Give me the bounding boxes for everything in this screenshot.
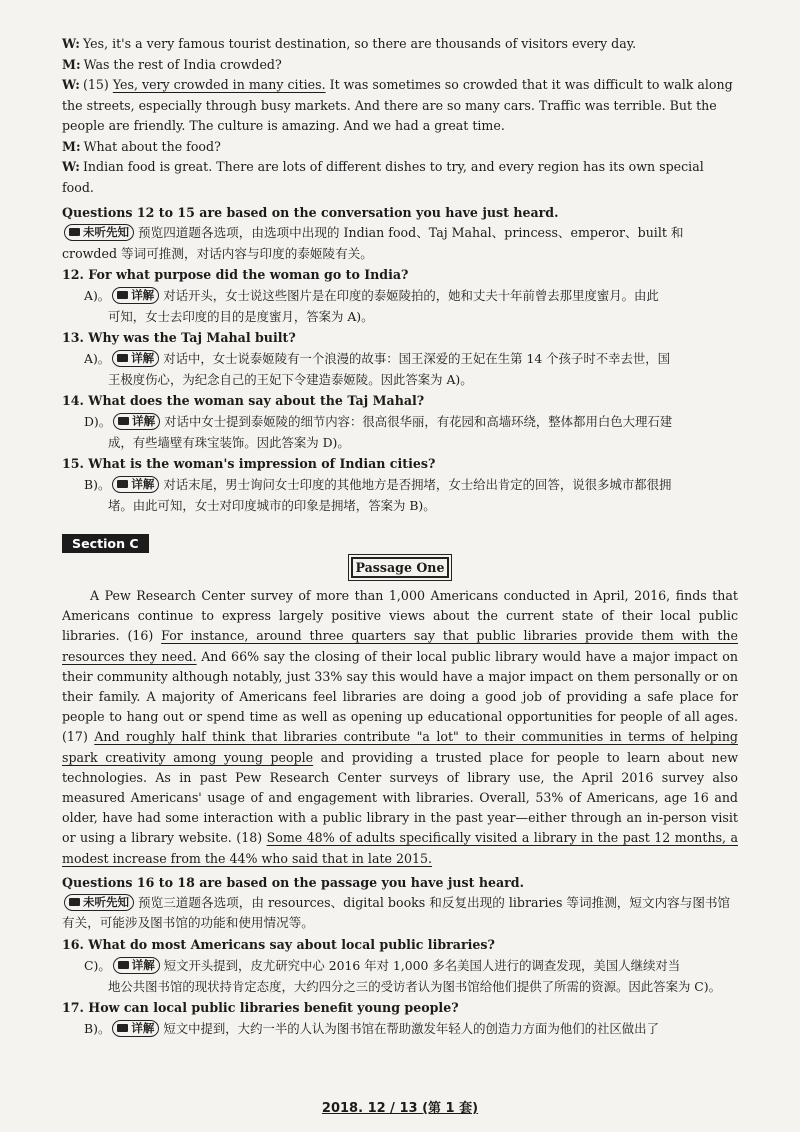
dialogue-line: M: Was the rest of India crowded? xyxy=(62,56,282,72)
answer-12: A)。 详解 对话开头，女士说这些图片是在印度的泰姬陵拍的，她和丈夫十年前曾去那里度蜜月。由此 可知，女士去印度的目的是度蜜月，答案为 A)。 xyxy=(84,288,659,324)
passage-text: A Pew Research Center survey of more than 1,000 Americans conducted in April, 2016, finds that Americans continue to express largely positive views about the current state of their local public libraries. (16) For instance, around three quarters say that public libraries provide them with the resources they need. And 66% say the closing of their local public library would have a major impact on their community although notably, just 33% say this would have a major impact on them personally or on their family. A majority of Americans feel libraries are doing a good job of providing a safe place for people to hang out or spend time as well as opening up educational opportunities for people of all ages. (17) And roughly half think that libraries contribute "a lot" to their communities in terms of helping spark creativity among young people and providing a trusted place for people to learn about new technologies. As in past Pew Research Center surveys of library use, the April 2016 survey also measured Americans' usage of and engagement with libraries. Overall, 53% of Americans, age 16 and older, have had some interaction with a public library in the past year—either through an in-person visit or using a library website. (18) Some 48% of adults specifically visited a library in the past 12 months, a modest increase from the 44% who said that in late 2015. xyxy=(62,588,738,866)
folder-icon xyxy=(69,898,80,906)
question-17: 17. How can local public libraries benefit young people? xyxy=(62,999,459,1015)
answer-16: C)。 详解 短文开头提到，皮尤研究中心 2016 年对 1,000 多名美国人进行的调查发现，美国人继续对当 地公共图书馆的现状持肯定态度，大约四分之三的受访者认为图书馆给他们提供了所需的资源。因此答案为 C)。 xyxy=(84,957,722,994)
detail-tag: 详解 xyxy=(112,350,159,367)
dialogue xyxy=(62,34,738,198)
question-13: 13. Why was the Taj Mahal built? xyxy=(62,330,296,345)
answer-13: A)。 详解 对话中，女士说泰姬陵有一个浪漫的故事：国王深爱的王妃在生第 14 个孩子时不幸去世，国 王极度伤心，为纪念自己的王妃下令建造泰姬陵。因此答案为 A)。 xyxy=(84,351,671,387)
detail-tag: 详解 xyxy=(112,1020,159,1037)
detail-tag: 详解 xyxy=(112,476,159,493)
dialogue-line: W: Indian food is great. There are lots of different dishes to try, and every region has its own special food. xyxy=(62,159,704,195)
section-label: Section C xyxy=(62,534,149,553)
dialogue-line: W: Yes, it's a very famous tourist destination, so there are thousands of visitors every day. xyxy=(62,36,637,51)
detail-tag: 详解 xyxy=(112,287,159,304)
detail-tag: 详解 xyxy=(113,413,160,430)
preview-note: 未听先知 预览三道题各选项，由 resources、digital books 和反复出现的 libraries 等词推测，短文内容与图书馆有关，可能涉及图书馆的功能和使用情况等。 xyxy=(62,894,731,931)
dialogue-line: W: (15) Yes, very crowded in many cities. It was sometimes so crowded that it was difficult to walk along the streets, especially through busy markets. And there are so many cars. Traffic was terrible. But the people are friendly. The culture is amazing. And we had a great time. xyxy=(62,77,733,133)
folder-icon xyxy=(69,228,80,236)
detail-tag: 详解 xyxy=(113,957,160,974)
folder-icon xyxy=(117,1024,128,1032)
folder-icon xyxy=(118,961,129,969)
folder-icon xyxy=(118,417,129,425)
answer-17: B)。 详解 短文中提到，大约一半的人认为图书馆在帮助激发年轻人的创造力方面为他们的社区做出了 xyxy=(84,1020,659,1036)
answer-underline: Yes, very crowded in many cities. xyxy=(112,77,326,92)
folder-icon xyxy=(117,354,128,362)
folder-icon xyxy=(117,480,128,488)
answer-15: B)。 详解 对话末尾，男士询问女士印度的其他地方是否拥堵，女士给出肯定的回答，说很多城市都很拥 堵。由此可知，女士对印度城市的印象是拥堵，答案为 B)。 xyxy=(84,477,672,513)
answer-14: D)。 详解 对话中女士提到泰姬陵的细节内容：很高很华丽，有花园和高墙环绕，整体都用白色大理石建 成，有些墙壁有珠宝装饰。因此答案为 D)。 xyxy=(84,414,673,450)
question-16: 16. What do most Americans say about local public libraries? xyxy=(62,936,495,952)
questions-heading: Questions 16 to 18 are based on the passage you have just heard. xyxy=(62,874,525,890)
answer-underline-18: Some 48% of adults specifically visited a library in the past 12 months, a modest increase from the 44% who said that in late 2015. xyxy=(62,830,738,866)
passage-title: Passage One xyxy=(351,557,450,578)
question-15: 15. What is the woman's impression of Indian cities? xyxy=(62,456,436,471)
question-block-12-15 xyxy=(62,202,738,516)
answer-underline-16: For instance, around three quarters say that public libraries provide them with the resources they need. xyxy=(62,628,738,664)
preview-tag: 未听先知 xyxy=(64,224,134,241)
question-14: 14. What does the woman say about the Taj Mahal? xyxy=(62,393,425,408)
page-footer: 2018. 12 / 13 (第 1 套) xyxy=(321,1101,479,1116)
questions-heading: Questions 12 to 15 are based on the conversation you have just heard. xyxy=(62,205,559,220)
folder-icon xyxy=(117,291,128,299)
preview-tag: 未听先知 xyxy=(64,894,134,911)
passage-title-wrap xyxy=(62,557,738,578)
answer-underline-17: And roughly half think that libraries contribute "a lot" to their communities in terms of helping spark creativity among young people xyxy=(62,729,738,765)
question-block-16-18 xyxy=(62,872,738,1039)
document-page xyxy=(62,34,738,1039)
question-12: 12. For what purpose did the woman go to India? xyxy=(62,267,409,282)
preview-note: 未听先知 预览四道题各选项，由选项中出现的 Indian food、Taj Mahal、princess、emperor、built 和 crowded 等词可推测，对话内容与印度的泰姬陵有关。 xyxy=(62,225,684,261)
dialogue-line: M: What about the food? xyxy=(62,138,221,154)
